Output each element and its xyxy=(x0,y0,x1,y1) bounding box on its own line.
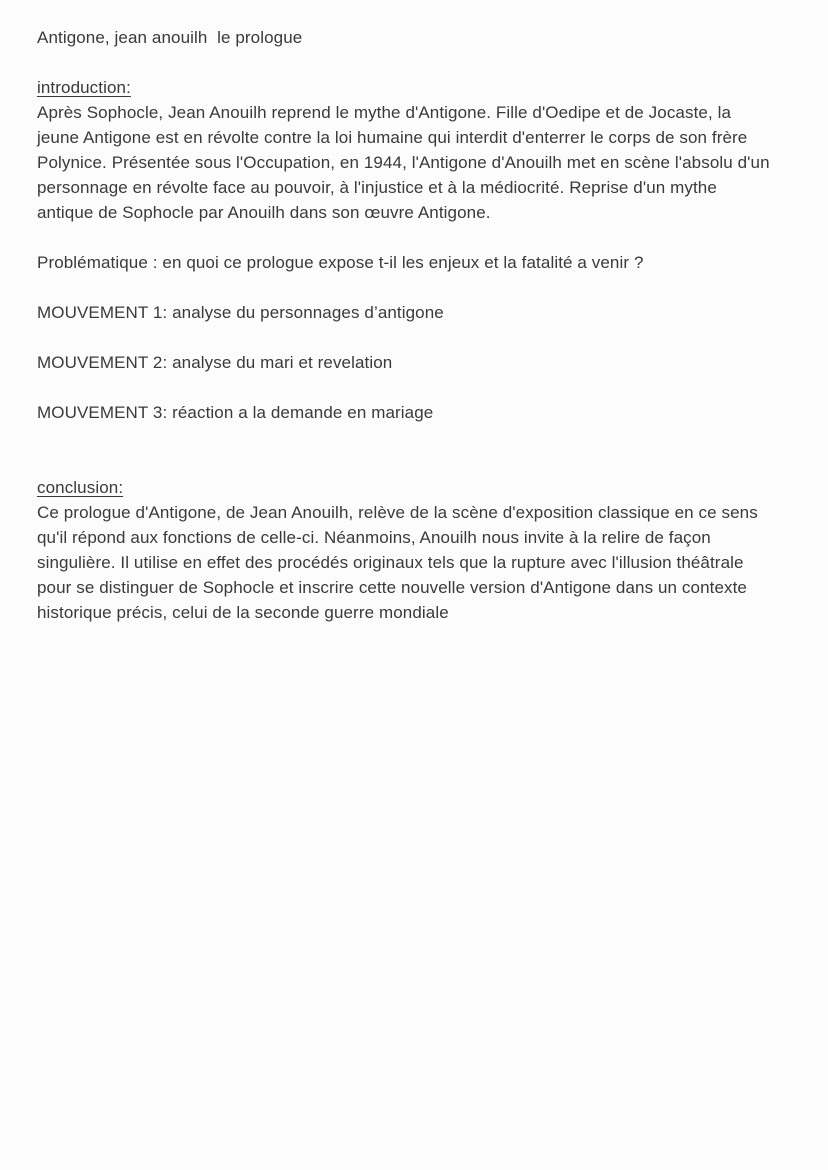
document-title: Antigone, jean anouilh le prologue xyxy=(37,28,303,47)
conclusion-heading: conclusion: xyxy=(37,478,124,497)
problematique-line: Problématique : en quoi ce prologue expose t-il les enjeux et la fatalité a venir ? xyxy=(37,253,644,272)
mouvement-3-line: MOUVEMENT 3: réaction a la demande en mariage xyxy=(37,403,434,422)
introduction-paragraph: Après Sophocle, Jean Anouilh reprend le mythe d'Antigone. Fille d'Oedipe et de Jocaste, la jeune Antigone est en révolte contre la loi humaine qui interdit d'enterrer le corps de son frère Polynice. Présentée sous l'Occupation, en 1944, l'Antigone d'Anouilh met en scène l'absolu d'un personnage en révolte face au pouvoir, à l'injustice et à la médiocrité. Reprise d'un mythe antique de Sophocle par Anouilh dans son œuvre Antigone. xyxy=(37,103,775,222)
mouvement-1-line: MOUVEMENT 1: analyse du personnages d’antigone xyxy=(37,303,444,322)
mouvement-2-line: MOUVEMENT 2: analyse du mari et revelation xyxy=(37,353,393,372)
document-body xyxy=(0,0,775,625)
conclusion-paragraph: Ce prologue d'Antigone, de Jean Anouilh, relève de la scène d'exposition classique en ce sens qu'il répond aux fonctions de celle-ci. Néanmoins, Anouilh nous invite à la relire de façon singulière. Il utilise en effet des procédés originaux tels que la rupture avec l'illusion théâtrale pour se distinguer de Sophocle et inscrire cette nouvelle version d'Antigone dans un contexte historique précis, celui de la seconde guerre mondiale xyxy=(37,503,763,622)
introduction-heading: introduction: xyxy=(37,78,131,97)
